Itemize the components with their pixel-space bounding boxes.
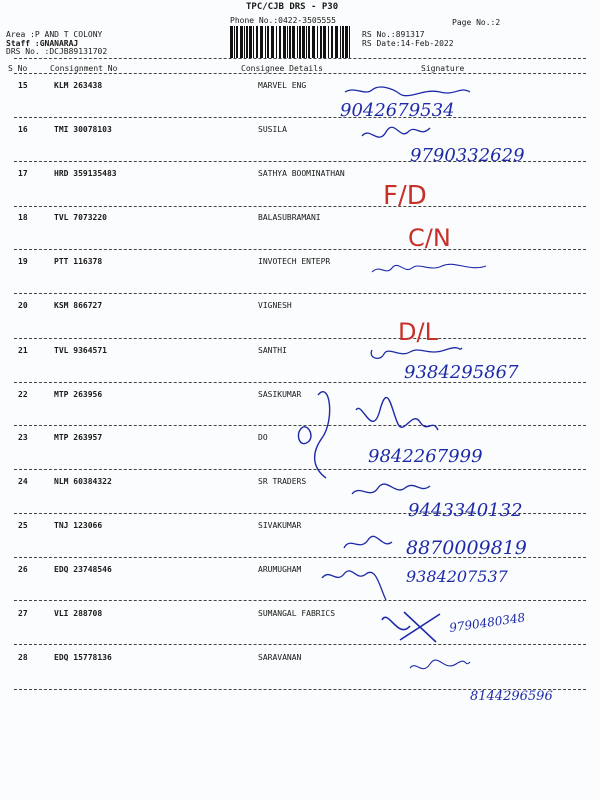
phone-number: Phone No.:0422-3505555	[230, 16, 336, 25]
page-number: Page No.:2	[452, 18, 501, 27]
serial-number: 27	[18, 609, 28, 618]
column-header-consignment: Consignment No	[50, 64, 118, 73]
signature-scribble	[345, 87, 470, 96]
consignment-number: HRD 359135483	[54, 169, 117, 178]
handwritten-phone: 9384207537	[406, 567, 508, 586]
handwritten-mark: C/N	[408, 224, 451, 252]
signature-scribble	[352, 484, 430, 494]
column-header-details: Consignee Details	[241, 64, 323, 73]
consignee-name: BALASUBRAMANI	[258, 213, 321, 222]
serial-number: 16	[18, 125, 28, 134]
serial-number: 23	[18, 433, 28, 442]
consignee-name: SATHYA BOOMINATHAN	[258, 169, 345, 178]
handwritten-phone: 9443340132	[408, 500, 523, 521]
consignment-number: EDQ 15778136	[54, 653, 112, 662]
page-title: TPC/CJB DRS - P30	[246, 2, 339, 12]
handwritten-phone: 9790480348	[448, 610, 527, 635]
signature-scribble	[372, 264, 486, 272]
consignee-name: DO	[258, 433, 268, 442]
handwritten-phone: 9842267999	[368, 446, 483, 467]
consignee-name: SUMANGAL FABRICS	[258, 609, 336, 618]
serial-number: 18	[18, 213, 28, 222]
consignee-name: SASIKUMAR	[258, 390, 302, 399]
serial-number: 24	[18, 477, 28, 486]
serial-number: 25	[18, 521, 28, 530]
consignee-name: SIVAKUMAR	[258, 521, 302, 530]
area-field: Area :P AND T COLONY	[6, 30, 103, 39]
consignment-number: VLI 288708	[54, 609, 103, 618]
rs-number: RS No.:891317	[362, 30, 425, 39]
consignee-name: SR TRADERS	[258, 477, 307, 486]
consignment-number: NLM 60384322	[54, 477, 112, 486]
consignment-number: PTT 116378	[54, 257, 103, 266]
serial-number: 17	[18, 169, 28, 178]
serial-number: 26	[18, 565, 28, 574]
signature-scribble	[410, 660, 470, 669]
consignee-name: VIGNESH	[258, 301, 292, 310]
consignee-name: SUSILA	[258, 125, 287, 134]
serial-number: 28	[18, 653, 28, 662]
serial-number: 19	[18, 257, 28, 266]
signature-scribble	[362, 127, 430, 137]
consignment-number: TVL 7073220	[54, 213, 107, 222]
handwritten-phone: 9790332629	[410, 145, 525, 166]
staff-field: Staff :GNANARAJ	[6, 39, 79, 48]
handwritten-phone: 8144296596	[470, 689, 553, 704]
serial-number: 22	[18, 390, 28, 399]
signature-scribble	[322, 571, 386, 600]
consignment-number: EDQ 23748546	[54, 565, 112, 574]
signature-scribble	[344, 536, 392, 548]
handwritten-mark: D/L	[398, 318, 438, 346]
signature-scribble	[371, 348, 462, 359]
consignee-name: SARAVANAN	[258, 653, 302, 662]
serial-number: 15	[18, 81, 28, 90]
drs-number: DRS No. :DCJB89131702	[6, 47, 108, 56]
column-header-signature: Signature	[421, 64, 465, 73]
serial-number: 21	[18, 346, 28, 355]
rs-date: RS Date:14-Feb-2022	[362, 39, 454, 48]
column-header-sno: S No	[8, 64, 28, 73]
consignment-number: KSM 866727	[54, 301, 103, 310]
consignee-name: MARVEL ENG	[258, 81, 307, 90]
consignee-name: INVOTECH ENTEPR	[258, 257, 331, 266]
consignee-name: SANTHI	[258, 346, 287, 355]
handwritten-phone: 8870009819	[406, 537, 527, 559]
consignment-number: MTP 263957	[54, 433, 103, 442]
signature-scribble	[382, 612, 440, 642]
consignment-number: TNJ 123066	[54, 521, 103, 530]
consignment-number: TMI 30078103	[54, 125, 112, 134]
consignment-number: MTP 263956	[54, 390, 103, 399]
consignment-number: TVL 9364571	[54, 346, 107, 355]
consignment-number: KLM 263438	[54, 81, 103, 90]
handwritten-phone: 9042679534	[340, 100, 455, 121]
handwritten-phone: 9384295867	[404, 362, 519, 383]
consignee-name: ARUMUGHAM	[258, 565, 302, 574]
handwritten-mark: F/D	[383, 181, 427, 211]
serial-number: 20	[18, 301, 28, 310]
